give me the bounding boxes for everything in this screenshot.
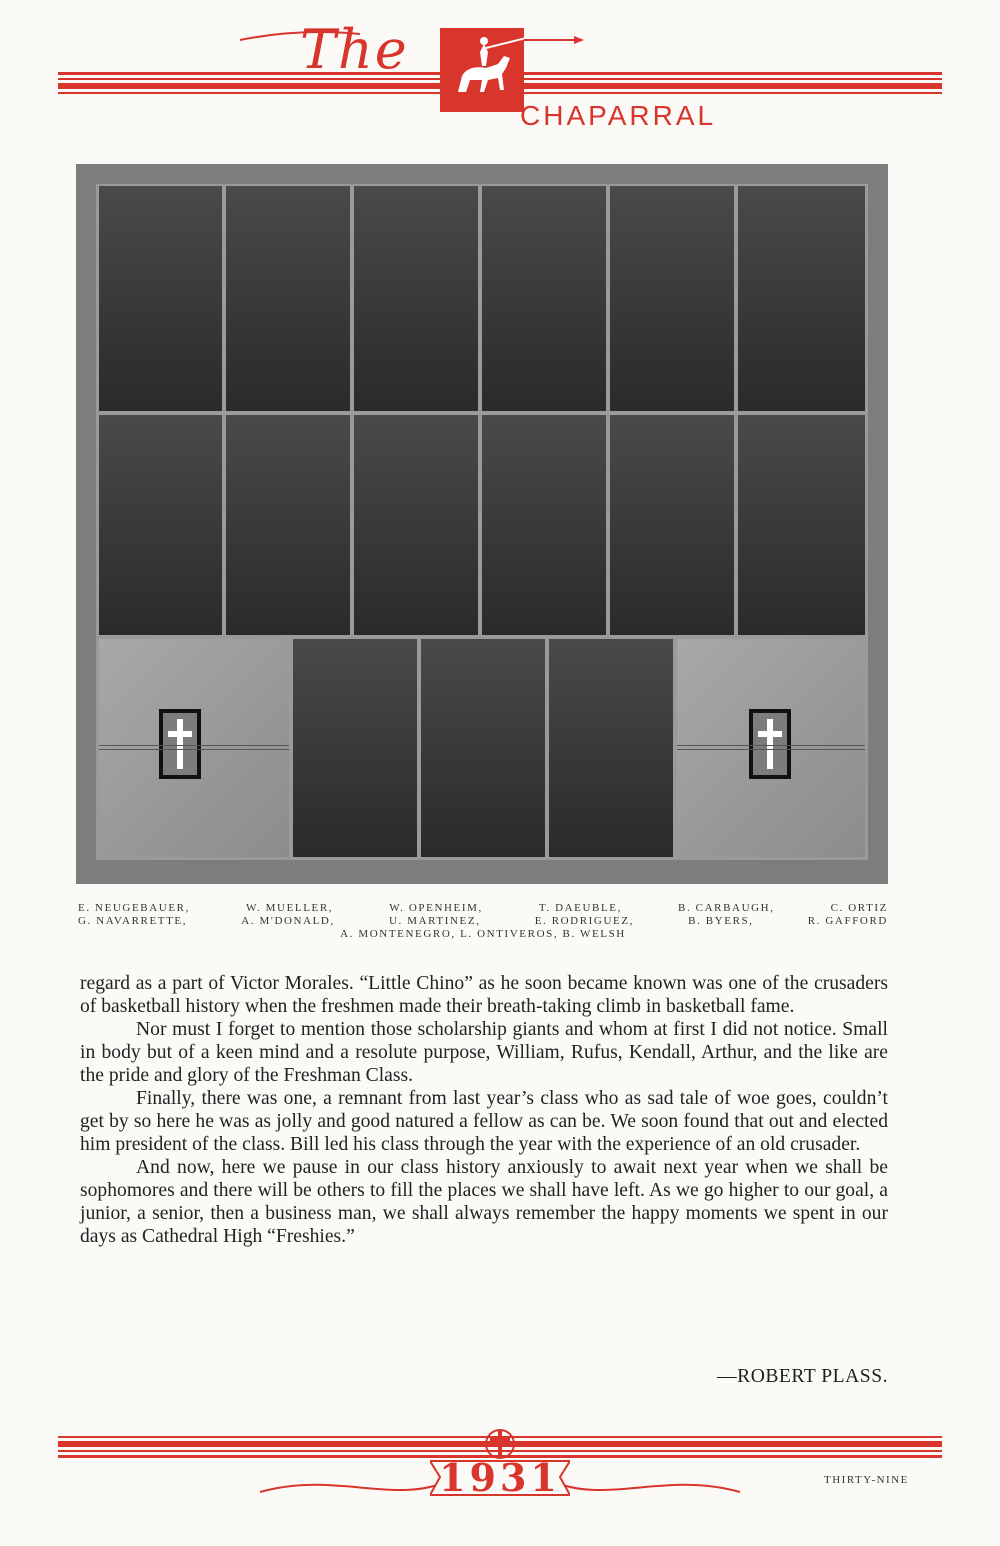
paragraph: And now, here we pause in our class history anxiously to await next year when we shall be sophomores and there will be others to fill the places we shall have left. As we go higher to our goal, a junior, a senior, then a business man, we shall always remember the happy moments we spent in our days as Cathedral High “Freshies.” <box>80 1157 888 1247</box>
caption-name: R. GAFFORD <box>807 915 888 927</box>
crusader-logo <box>440 28 524 112</box>
class-history-text <box>80 972 888 1248</box>
portrait <box>293 639 417 857</box>
caption-line-1 <box>78 902 888 915</box>
portrait <box>421 639 545 857</box>
caption-name: B. CARBAUGH, <box>678 902 775 914</box>
caption-line-2 <box>78 915 888 928</box>
caption-name: W. MUELLER, <box>245 902 334 914</box>
portrait <box>354 415 478 635</box>
portrait <box>738 415 865 635</box>
paragraph: Nor must I forget to mention those scholarship giants and whom at first I did not notice. Small in body but of a keen mind and a resolute purpose, William, Rufus, Kendall, Arthur, and the like are the pride and glory of the Freshman Class. <box>80 1019 888 1086</box>
portrait <box>610 186 734 411</box>
cross-icon <box>749 709 791 779</box>
caption-name: W. OPENHEIM, <box>389 902 483 914</box>
author-signature: —ROBERT PLASS. <box>717 1366 888 1387</box>
portrait <box>226 186 350 411</box>
caption-name: C. ORTIZ <box>830 902 888 914</box>
header-title: CHAPARRAL <box>520 100 717 131</box>
cross-panel-left <box>99 639 289 857</box>
class-photo-panel <box>76 164 888 884</box>
page-number: THIRTY-NINE <box>824 1474 909 1486</box>
portrait <box>610 415 734 635</box>
portrait <box>482 186 606 411</box>
cross-icon <box>159 709 201 779</box>
paragraph: regard as a part of Victor Morales. “Little Chino” as he soon became known was one of the crusaders of basketball history when the freshmen made their breath-taking climb in basketball fame. <box>80 973 888 1017</box>
caption-line-3: A. MONTENEGRO, L. ONTIVEROS, B. WELSH <box>340 928 626 940</box>
cross-panel-right <box>677 639 865 857</box>
portrait <box>99 186 222 411</box>
caption-name: U. MARTINEZ, <box>388 915 481 927</box>
portrait <box>354 186 478 411</box>
portrait <box>549 639 673 857</box>
year-banner <box>430 1455 570 1499</box>
year: 1931 <box>439 1455 561 1500</box>
lance-icon <box>524 34 584 46</box>
caption-name: E. RODRIGUEZ, <box>534 915 635 927</box>
caption-name: A. M'DONALD, <box>241 915 335 927</box>
caption-name: E. NEUGEBAUER, <box>78 902 190 914</box>
caption-name: T. DAEUBLE, <box>538 902 622 914</box>
paragraph: Finally, there was one, a remnant from last year’s class who as sad tale of woe goes, couldn’t get by so here he was as jolly and good natured a fellow as can be. We soon found that out and elected him president of the class. Bill led his class through the year with the experience of an old crusader. <box>80 1088 888 1155</box>
caption-name: B. BYERS, <box>688 915 754 927</box>
portrait <box>99 415 222 635</box>
photo-grid <box>96 184 868 860</box>
portrait <box>738 186 865 411</box>
header-script-title: The <box>300 18 409 81</box>
portrait <box>226 415 350 635</box>
portrait <box>482 415 606 635</box>
caption-name: G. NAVARRETTE, <box>78 915 188 927</box>
